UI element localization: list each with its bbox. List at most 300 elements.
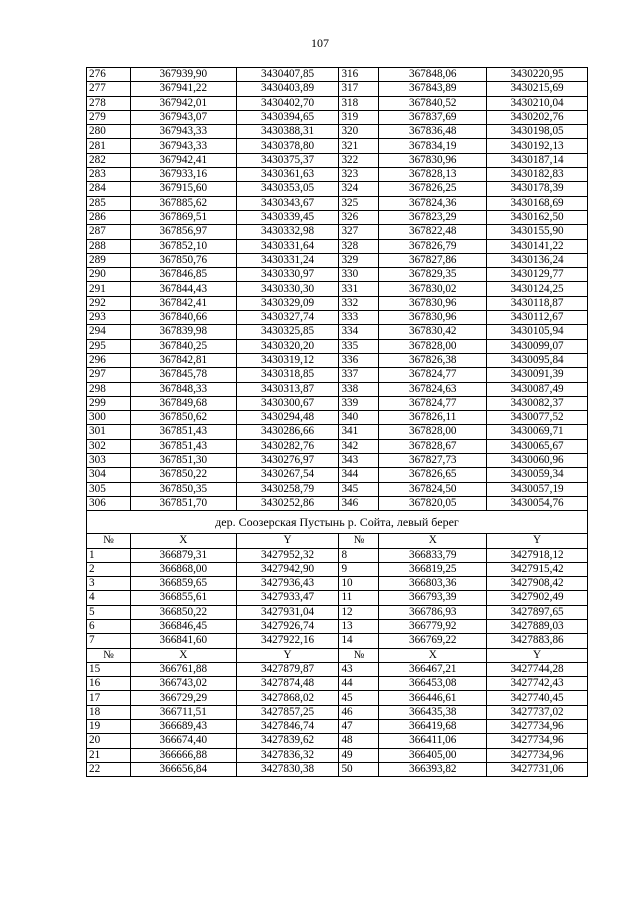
table-row (87, 705, 588, 719)
table-cell: 366689,43 (130, 720, 236, 734)
table-cell: 366793,39 (379, 591, 487, 605)
table-cell: 3427933,47 (236, 591, 339, 605)
table-cell: 367836,48 (379, 125, 487, 139)
table-cell: 3430118,87 (487, 296, 588, 310)
table-cell: 345 (339, 482, 379, 496)
table-cell: 367942,41 (130, 153, 236, 167)
table-cell: 3430402,70 (236, 96, 339, 110)
table-cell: 367850,35 (130, 482, 236, 496)
table-cell: 366435,38 (379, 705, 487, 719)
table-cell: 366786,93 (379, 605, 487, 619)
table-cell: 3430330,30 (236, 282, 339, 296)
table-cell: 3430320,20 (236, 339, 339, 353)
table-cell: 3430141,22 (487, 239, 588, 253)
table-cell: 367842,81 (130, 353, 236, 367)
table-row (87, 368, 588, 382)
table-cell: 367823,29 (379, 210, 487, 224)
column-header: X (130, 648, 236, 662)
table-cell: 366419,68 (379, 720, 487, 734)
table-cell: 298 (87, 382, 131, 396)
table-row (87, 210, 588, 224)
table-cell: 286 (87, 210, 131, 224)
table-row (87, 496, 588, 510)
table-row (87, 411, 588, 425)
table-cell: 305 (87, 482, 131, 496)
table-cell: 367851,70 (130, 496, 236, 510)
coordinates-table (86, 67, 588, 777)
table-cell: 3430187,14 (487, 153, 588, 167)
table-cell: 333 (339, 311, 379, 325)
table-cell: 8 (339, 548, 379, 562)
table-cell: 366841,60 (130, 634, 236, 648)
table-cell: 3427874,48 (236, 677, 339, 691)
table-cell: 3427936,43 (236, 577, 339, 591)
table-cell: 366859,65 (130, 577, 236, 591)
table-cell: 3430343,67 (236, 196, 339, 210)
table-cell: 3427839,62 (236, 734, 339, 748)
table-cell: 4 (87, 591, 131, 605)
table-cell: 366467,21 (379, 662, 487, 676)
table-cell: 320 (339, 125, 379, 139)
table-cell: 367828,13 (379, 168, 487, 182)
table-cell: 367826,38 (379, 353, 487, 367)
table-cell: 3430282,76 (236, 439, 339, 453)
table-row (87, 605, 588, 619)
table-cell: 367943,33 (130, 139, 236, 153)
table-row (87, 168, 588, 182)
table-cell: 20 (87, 734, 131, 748)
table-cell: 14 (339, 634, 379, 648)
column-header: № (339, 534, 379, 548)
table-cell: 301 (87, 425, 131, 439)
table-cell: 43 (339, 662, 379, 676)
table-cell: 3430124,25 (487, 282, 588, 296)
table-cell: 366868,00 (130, 562, 236, 576)
table-cell: 331 (339, 282, 379, 296)
table-cell: 283 (87, 168, 131, 182)
table-cell: 291 (87, 282, 131, 296)
table-cell: 367850,62 (130, 411, 236, 425)
table-cell: 3427952,32 (236, 548, 339, 562)
table-cell: 366453,08 (379, 677, 487, 691)
table-cell: 3430112,67 (487, 311, 588, 325)
table-cell: 3430099,07 (487, 339, 588, 353)
table-cell: 335 (339, 339, 379, 353)
table-row (87, 662, 588, 676)
table-row (87, 196, 588, 210)
table-cell: 3430403,89 (236, 82, 339, 96)
table-cell: 3427737,02 (487, 705, 588, 719)
table-cell: 3427830,38 (236, 762, 339, 776)
table-row (87, 110, 588, 124)
table-cell: 366393,82 (379, 762, 487, 776)
table-cell: 3430267,54 (236, 468, 339, 482)
table-cell: 3427908,42 (487, 577, 588, 591)
table-cell: 306 (87, 496, 131, 510)
table-cell: 339 (339, 396, 379, 410)
table-cell: 5 (87, 605, 131, 619)
table-cell: 290 (87, 268, 131, 282)
table-cell: 367840,25 (130, 339, 236, 353)
column-header: Y (487, 534, 588, 548)
table-row (87, 353, 588, 367)
table-cell: 3430361,63 (236, 168, 339, 182)
table-cell: 367941,22 (130, 82, 236, 96)
table-row (87, 634, 588, 648)
table-cell: 3430318,85 (236, 368, 339, 382)
table-cell: 340 (339, 411, 379, 425)
table-cell: 367830,96 (379, 153, 487, 167)
table-cell: 3430313,87 (236, 382, 339, 396)
table-cell: 367840,66 (130, 311, 236, 325)
table-cell: 3427742,43 (487, 677, 588, 691)
table-cell: 336 (339, 353, 379, 367)
table-cell: 3427931,04 (236, 605, 339, 619)
table-cell: 282 (87, 153, 131, 167)
table-cell: 327 (339, 225, 379, 239)
table-cell: 3430220,95 (487, 68, 588, 82)
table-header-row (87, 648, 588, 662)
table-cell: 366846,45 (130, 619, 236, 633)
table-cell: 366411,06 (379, 734, 487, 748)
table-cell: 3430198,05 (487, 125, 588, 139)
table-row (87, 325, 588, 339)
table-cell: 3427879,87 (236, 662, 339, 676)
table-cell: 289 (87, 253, 131, 267)
table-cell: 3430168,69 (487, 196, 588, 210)
column-header: № (339, 648, 379, 662)
table-cell: 366855,61 (130, 591, 236, 605)
table-cell: 285 (87, 196, 131, 210)
table-row (87, 677, 588, 691)
table-cell: 367851,30 (130, 454, 236, 468)
table-cell: 3427883,86 (487, 634, 588, 648)
table-row (87, 591, 588, 605)
table-cell: 3430331,24 (236, 253, 339, 267)
table-cell: 367850,22 (130, 468, 236, 482)
table-cell: 3430353,05 (236, 182, 339, 196)
table-cell: 367848,33 (130, 382, 236, 396)
table-cell: 19 (87, 720, 131, 734)
table-cell: 367850,76 (130, 253, 236, 267)
table-cell: 3430210,04 (487, 96, 588, 110)
table-cell: 3430095,84 (487, 353, 588, 367)
table-cell: 367830,42 (379, 325, 487, 339)
table-cell: 367834,19 (379, 139, 487, 153)
table-cell: 295 (87, 339, 131, 353)
table-cell: 366656,84 (130, 762, 236, 776)
table-cell: 366879,31 (130, 548, 236, 562)
table-cell: 3430087,49 (487, 382, 588, 396)
table-cell: 3430327,74 (236, 311, 339, 325)
table-cell: 3427915,42 (487, 562, 588, 576)
table-cell: 367826,25 (379, 182, 487, 196)
table-cell: 367851,43 (130, 439, 236, 453)
table-cell: 3427740,45 (487, 691, 588, 705)
table-row (87, 482, 588, 496)
table-cell: 366761,88 (130, 662, 236, 676)
page-number: 107 (311, 36, 329, 50)
table-cell: 278 (87, 96, 131, 110)
table-cell: 3430054,76 (487, 496, 588, 510)
table-cell: 367885,62 (130, 196, 236, 210)
table-cell: 3430069,71 (487, 425, 588, 439)
table-row (87, 339, 588, 353)
table-row (87, 619, 588, 633)
table-cell: 367828,00 (379, 425, 487, 439)
table-cell: 366729,29 (130, 691, 236, 705)
table-cell: 325 (339, 196, 379, 210)
table-cell: 3430394,65 (236, 110, 339, 124)
table-cell: 366769,22 (379, 634, 487, 648)
column-header: Y (236, 648, 339, 662)
table-cell: 3430215,69 (487, 82, 588, 96)
table-cell: 3430202,76 (487, 110, 588, 124)
column-header: X (379, 648, 487, 662)
table-cell: 3427889,03 (487, 619, 588, 633)
column-header: X (130, 534, 236, 548)
table-row (87, 68, 588, 82)
table-cell: 3430082,37 (487, 396, 588, 410)
table-cell: 326 (339, 210, 379, 224)
column-header: № (87, 648, 131, 662)
table-cell: 300 (87, 411, 131, 425)
table-cell: 3430375,37 (236, 153, 339, 167)
table-cell: 367829,35 (379, 268, 487, 282)
table-cell: 3 (87, 577, 131, 591)
table-cell: 316 (339, 68, 379, 82)
column-header: Y (487, 648, 588, 662)
table-cell: 288 (87, 239, 131, 253)
table-cell: 367851,43 (130, 425, 236, 439)
table-cell: 3427926,74 (236, 619, 339, 633)
table-cell: 366674,40 (130, 734, 236, 748)
table-cell: 3430091,39 (487, 368, 588, 382)
table-cell: 367828,00 (379, 339, 487, 353)
table-cell: 330 (339, 268, 379, 282)
table-cell: 3430332,98 (236, 225, 339, 239)
table-cell: 3430325,85 (236, 325, 339, 339)
table-cell: 16 (87, 677, 131, 691)
table-cell: 337 (339, 368, 379, 382)
table-cell: 367915,60 (130, 182, 236, 196)
table-cell: 328 (339, 239, 379, 253)
table-cell: 3430330,97 (236, 268, 339, 282)
table-cell: 366833,79 (379, 548, 487, 562)
table-cell: 46 (339, 705, 379, 719)
table-row (87, 425, 588, 439)
table-cell: 22 (87, 762, 131, 776)
table-cell: 367846,85 (130, 268, 236, 282)
table-cell: 367843,89 (379, 82, 487, 96)
table-cell: 366405,00 (379, 748, 487, 762)
table-row (87, 691, 588, 705)
table-row (87, 253, 588, 267)
table-cell: 3427734,96 (487, 720, 588, 734)
table-cell: 3430192,13 (487, 139, 588, 153)
table-cell: 367856,97 (130, 225, 236, 239)
table-cell: 3430331,64 (236, 239, 339, 253)
table-cell: 304 (87, 468, 131, 482)
table-cell: 317 (339, 82, 379, 96)
table-row (87, 153, 588, 167)
table-cell: 329 (339, 253, 379, 267)
table-row (87, 382, 588, 396)
table-cell: 47 (339, 720, 379, 734)
table-cell: 323 (339, 168, 379, 182)
table-row (87, 82, 588, 96)
table-cell: 3430339,45 (236, 210, 339, 224)
table-cell: 366666,88 (130, 748, 236, 762)
table-cell: 15 (87, 662, 131, 676)
table-cell: 3427868,02 (236, 691, 339, 705)
table-row (87, 296, 588, 310)
table-cell: 50 (339, 762, 379, 776)
table-cell: 3427731,06 (487, 762, 588, 776)
table-cell: 3427734,96 (487, 748, 588, 762)
table-cell: 3427942,90 (236, 562, 339, 576)
table-cell: 367820,05 (379, 496, 487, 510)
table-row (87, 396, 588, 410)
table-cell: 367828,67 (379, 439, 487, 453)
table-cell: 3430057,19 (487, 482, 588, 496)
table-cell: 366779,92 (379, 619, 487, 633)
table-cell: 341 (339, 425, 379, 439)
table-cell: 367824,63 (379, 382, 487, 396)
table-cell: 292 (87, 296, 131, 310)
table-cell: 3430252,86 (236, 496, 339, 510)
table-cell: 287 (87, 225, 131, 239)
column-header: X (379, 534, 487, 548)
table-cell: 366803,36 (379, 577, 487, 591)
table-cell: 338 (339, 382, 379, 396)
table-cell: 3430129,77 (487, 268, 588, 282)
table-cell: 302 (87, 439, 131, 453)
table-cell: 344 (339, 468, 379, 482)
table-cell: 303 (87, 454, 131, 468)
table-cell: 367827,73 (379, 454, 487, 468)
table-row (87, 748, 588, 762)
table-cell: 322 (339, 153, 379, 167)
table-cell: 367943,33 (130, 125, 236, 139)
column-header: № (87, 534, 131, 548)
table-cell: 367826,11 (379, 411, 487, 425)
table-cell: 366819,25 (379, 562, 487, 576)
table-cell: 45 (339, 691, 379, 705)
table-cell: 3430077,52 (487, 411, 588, 425)
table-cell: 3430286,66 (236, 425, 339, 439)
table-cell: 279 (87, 110, 131, 124)
table-cell: 3430178,39 (487, 182, 588, 196)
table-cell: 3430294,48 (236, 411, 339, 425)
table-row (87, 282, 588, 296)
table-cell: 3430182,83 (487, 168, 588, 182)
table-cell: 11 (339, 591, 379, 605)
table-row (87, 734, 588, 748)
table-row (87, 125, 588, 139)
table-row (87, 720, 588, 734)
table-cell: 293 (87, 311, 131, 325)
table-cell: 3430136,24 (487, 253, 588, 267)
column-header: Y (236, 534, 339, 548)
table-cell: 3430065,67 (487, 439, 588, 453)
table-cell: 321 (339, 139, 379, 153)
table-cell: 367933,16 (130, 168, 236, 182)
table-cell: 366446,61 (379, 691, 487, 705)
table-cell: 367939,90 (130, 68, 236, 82)
table-cell: 18 (87, 705, 131, 719)
table-cell: 281 (87, 139, 131, 153)
table-cell: 367824,50 (379, 482, 487, 496)
table-cell: 367849,68 (130, 396, 236, 410)
table-cell: 3430258,79 (236, 482, 339, 496)
table-cell: 367869,51 (130, 210, 236, 224)
table-row (87, 548, 588, 562)
table-cell: 3427836,32 (236, 748, 339, 762)
table-cell: 367845,78 (130, 368, 236, 382)
table-cell: 3430388,31 (236, 125, 339, 139)
table-cell: 367824,77 (379, 368, 487, 382)
table-cell: 3430378,80 (236, 139, 339, 153)
table-cell: 3430407,85 (236, 68, 339, 82)
table-cell: 21 (87, 748, 131, 762)
table-cell: 3430300,67 (236, 396, 339, 410)
table-row (87, 562, 588, 576)
table-cell: 3430105,94 (487, 325, 588, 339)
table-cell: 3430319,12 (236, 353, 339, 367)
table-cell: 318 (339, 96, 379, 110)
table-cell: 367942,01 (130, 96, 236, 110)
table-cell: 3430329,09 (236, 296, 339, 310)
table-cell: 3427902,49 (487, 591, 588, 605)
table-row (87, 454, 588, 468)
table-cell: 284 (87, 182, 131, 196)
table-row (87, 139, 588, 153)
table-row (87, 96, 588, 110)
table-cell: 367848,06 (379, 68, 487, 82)
section-title-row (87, 511, 588, 534)
table-row (87, 268, 588, 282)
table-cell: 297 (87, 368, 131, 382)
table-cell: 367827,86 (379, 253, 487, 267)
table-cell: 332 (339, 296, 379, 310)
table-cell: 3430155,90 (487, 225, 588, 239)
table-cell: 319 (339, 110, 379, 124)
table-cell: 3430059,34 (487, 468, 588, 482)
table-cell: 3430060,96 (487, 454, 588, 468)
table-cell: 3427897,65 (487, 605, 588, 619)
section-title: дер. Соозерская Пустынь р. Сойта, левый берег (87, 511, 588, 534)
table-cell: 3427857,25 (236, 705, 339, 719)
table-cell: 367826,79 (379, 239, 487, 253)
table-row (87, 239, 588, 253)
table-cell: 9 (339, 562, 379, 576)
table-row (87, 225, 588, 239)
table-cell: 343 (339, 454, 379, 468)
table-cell: 10 (339, 577, 379, 591)
table-cell: 367830,02 (379, 282, 487, 296)
table-cell: 3430162,50 (487, 210, 588, 224)
table-cell: 3427744,28 (487, 662, 588, 676)
table-cell: 277 (87, 82, 131, 96)
table-cell: 280 (87, 125, 131, 139)
table-cell: 3430276,97 (236, 454, 339, 468)
table-row (87, 468, 588, 482)
table-cell: 342 (339, 439, 379, 453)
table-header-row (87, 534, 588, 548)
table-cell: 367830,96 (379, 311, 487, 325)
table-cell: 13 (339, 619, 379, 633)
